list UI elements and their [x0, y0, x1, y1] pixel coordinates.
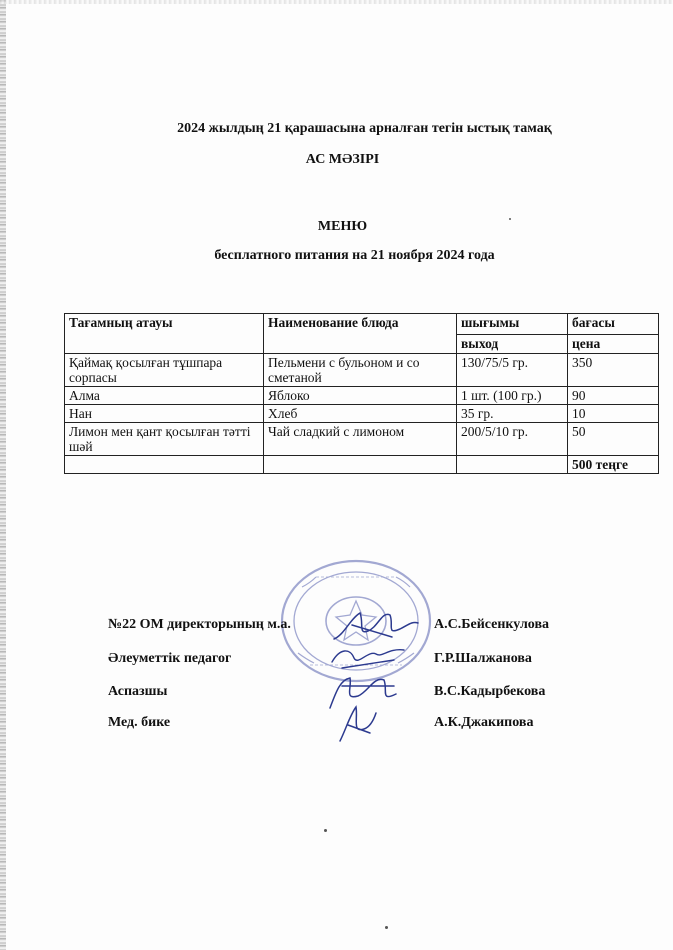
menu-heading-kz: АС МӘЗІРІ	[305, 152, 380, 167]
menu-table	[64, 313, 659, 474]
table-total-row	[65, 456, 659, 474]
signature-row	[0, 651, 673, 671]
table-row	[65, 405, 659, 423]
signature-row	[0, 684, 673, 704]
scan-edge-top	[0, 0, 673, 4]
header-price-ru: цена	[568, 335, 659, 354]
cell-name-kz: Алма	[65, 387, 264, 405]
cell-name-kz: Лимон мен қант қосылған тәтті шәй	[65, 423, 264, 456]
header-name-ru: Наименование блюда	[264, 314, 457, 354]
cell-name-kz: Қаймақ қосылған тұшпара сорпасы	[65, 354, 264, 387]
header-name-kz: Тағамның атауы	[65, 314, 264, 354]
cell-empty	[457, 456, 568, 474]
title-kz: 2024 жылдың 21 қарашасына арналған тегін ыстық тамақ	[177, 121, 552, 136]
cell-output: 130/75/5 гр.	[457, 354, 568, 387]
table-row	[65, 423, 659, 456]
signature-name: В.С.Кадырбекова	[434, 684, 546, 699]
signature-role: Аспазшы	[108, 684, 168, 699]
header-output-kz: шығымы	[457, 314, 568, 335]
cell-name-kz: Нан	[65, 405, 264, 423]
cell-price: 10	[568, 405, 659, 423]
table-row	[65, 387, 659, 405]
cell-price: 50	[568, 423, 659, 456]
cell-name-ru: Хлеб	[264, 405, 457, 423]
cell-output: 35 гр.	[457, 405, 568, 423]
signature-role: Әлеуметтік педагог	[108, 651, 232, 666]
signature-row	[0, 617, 673, 637]
cell-name-ru: Пельмени с бульоном и со сметаной	[264, 354, 457, 387]
scan-speck	[509, 218, 511, 220]
menu-heading-ru: МЕНЮ	[317, 219, 368, 234]
cell-name-ru: Чай сладкий с лимоном	[264, 423, 457, 456]
scan-edge-left	[0, 0, 6, 950]
cell-price: 350	[568, 354, 659, 387]
signature-role: №22 ОМ директорының м.а.	[108, 617, 291, 632]
cell-total: 500 теңге	[568, 456, 659, 474]
table-header-row	[65, 314, 659, 335]
header-output-ru: выход	[457, 335, 568, 354]
header-price-kz: бағасы	[568, 314, 659, 335]
signature-name: А.С.Бейсенкулова	[434, 617, 550, 632]
subtitle-ru: бесплатного питания на 21 ноября 2024 года	[214, 248, 495, 263]
signature-name: Г.Р.Шалжанова	[434, 651, 532, 666]
signature-role: Мед. бике	[108, 715, 171, 730]
scan-speck	[385, 926, 388, 929]
cell-output: 1 шт. (100 гр.)	[457, 387, 568, 405]
cell-output: 200/5/10 гр.	[457, 423, 568, 456]
scan-speck	[324, 829, 327, 832]
signature-name: А.К.Джакипова	[434, 715, 534, 730]
table-row	[65, 354, 659, 387]
cell-empty	[264, 456, 457, 474]
cell-name-ru: Яблоко	[264, 387, 457, 405]
cell-price: 90	[568, 387, 659, 405]
cell-empty	[65, 456, 264, 474]
signature-row	[0, 715, 673, 735]
